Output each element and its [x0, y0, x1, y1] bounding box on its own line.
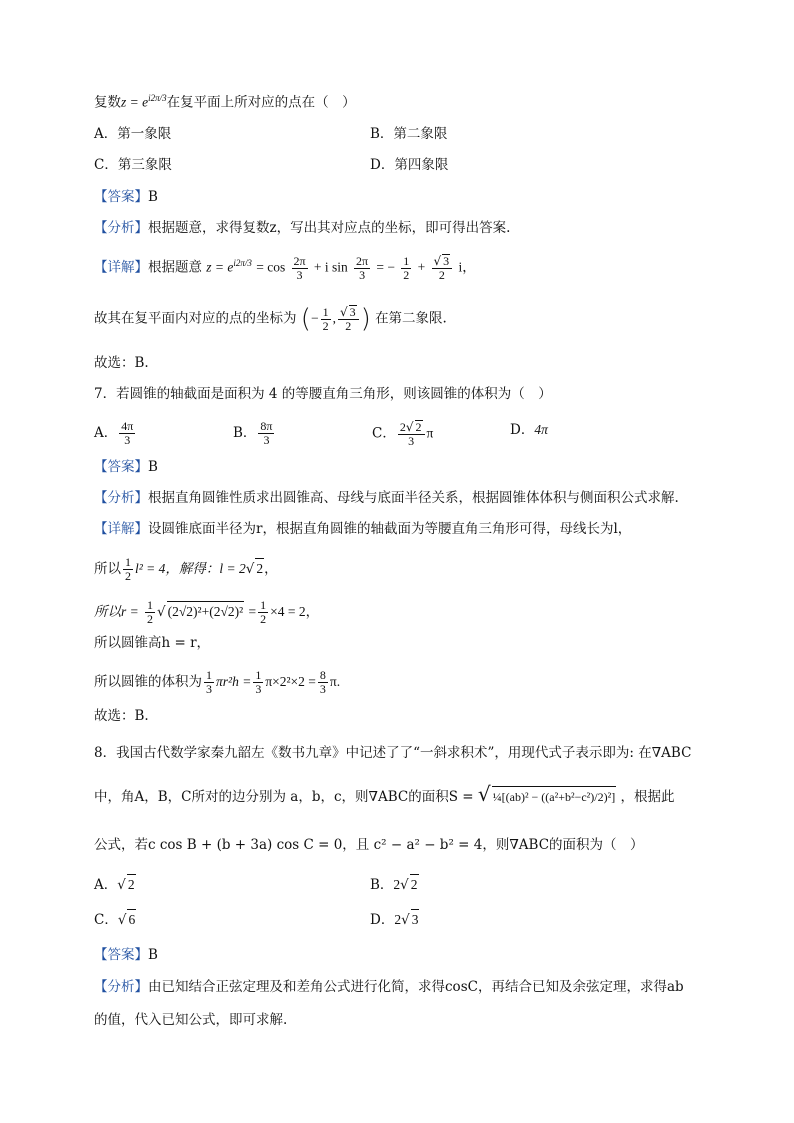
q8-stem-line2: 中，角A，B，C所对的边分别为 a，b，c，则∇ABC的面积S = √ ¼[(ab)² − ((a²+b²−c²)/2)²] ，根据此 [94, 782, 675, 806]
q6-option-a: A．第一象限 [94, 126, 172, 142]
q7-option-b: B． $\frac{8\pi}{3}$ [233, 419, 273, 447]
q6-option-d: D．第四象限 [370, 157, 449, 173]
q7-step4: 所以圆锥的体积为 $\frac{1}{3}$ πr²h = $\frac{1}{3}$ π×2²×2 = $\frac{8}{3}$ π. [94, 668, 341, 696]
q8-answer: 【答案】B [94, 947, 158, 963]
q7-option-a: A． $\frac{4\pi}{3}$ [94, 419, 134, 447]
q8-analysis-line2: 的值，代入已知公式，即可求解. [94, 1012, 288, 1028]
q8-option-d: D．2√ 3 [370, 909, 419, 930]
q7-step3: 所以圆锥高h = r， [94, 635, 211, 651]
q6-stem: 复数$z = e^{i2\pi/3}$在复平面上所对应的点在（ ） [94, 93, 356, 111]
q8-stem-line3: 公式，若c cos B + (b + 3a) cos C = 0，且 c² − a² − b² = 4，则∇ABC的面积为（ ） [94, 837, 644, 853]
q8-option-c: C．√ 6 [94, 909, 136, 930]
q7-step2: 所以r = $\frac{1}{2}$ √ (2√2)²+(2√2)² = $\frac{1}{2}$ ×4 = 2， [94, 598, 320, 626]
q6-detail: 【详解】根据题意 $z = e^{i2\pi/3} = \cos$ $\frac{2\pi}{3}$ + i sin $\frac{2\pi}{3}$ = − $\frac{1}{2}$ + $\frac{√ 3}{2}$ i， [94, 253, 476, 282]
q7-analysis: 【分析】根据直角圆锥性质求出圆锥高、母线与底面半径关系，根据圆锥体体积与侧面积公式求解. [94, 490, 679, 506]
q7-detail: 【详解】设圆锥底面半径为r，根据直角圆锥的轴截面为等腰直角三角形可得，母线长为l， [94, 521, 632, 537]
q7-option-d: D．4π [510, 422, 548, 438]
q8-stem-line1: 8．我国古代数学家秦九韶左《数书九章》中记述了了“一斜求积术”，用现代式子表示即为: 在∇ABC [94, 745, 692, 761]
q8-analysis: 【分析】由已知结合正弦定理及和差角公式进行化简，求得cosC，再结合已知及余弦定理，求得ab [94, 979, 684, 995]
q7-step1: 所以 $\frac{1}{2}$ l² = 4，解得：l = 2√ 2， [94, 555, 278, 583]
q7-option-c: C． $\frac{2√ 2}{3}$ π [372, 420, 434, 448]
q8-option-a: A．√ 2 [94, 874, 136, 895]
q6-option-b: B．第二象限 [370, 126, 448, 142]
q7-conclusion: 故选：B. [94, 708, 149, 724]
q6-conclusion: 故选：B. [94, 355, 149, 371]
q6-analysis: 【分析】根据题意，求得复数z，写出其对应点的坐标，即可得出答案. [94, 220, 511, 236]
q6-answer: 【答案】B [94, 189, 158, 205]
q8-option-b: B．2√ 2 [370, 874, 419, 895]
q6-option-c: C．第三象限 [94, 157, 172, 173]
q7-stem: 7．若圆锥的轴截面是面积为 4 的等腰直角三角形，则该圆锥的体积为（ ） [94, 386, 552, 402]
q7-answer: 【答案】B [94, 459, 158, 475]
q6-coord: 故其在复平面内对应的点的坐标为 (− $\frac{1}{2}$ , $\frac{√ 3}{2}$ ) 在第二象限. [94, 304, 447, 334]
